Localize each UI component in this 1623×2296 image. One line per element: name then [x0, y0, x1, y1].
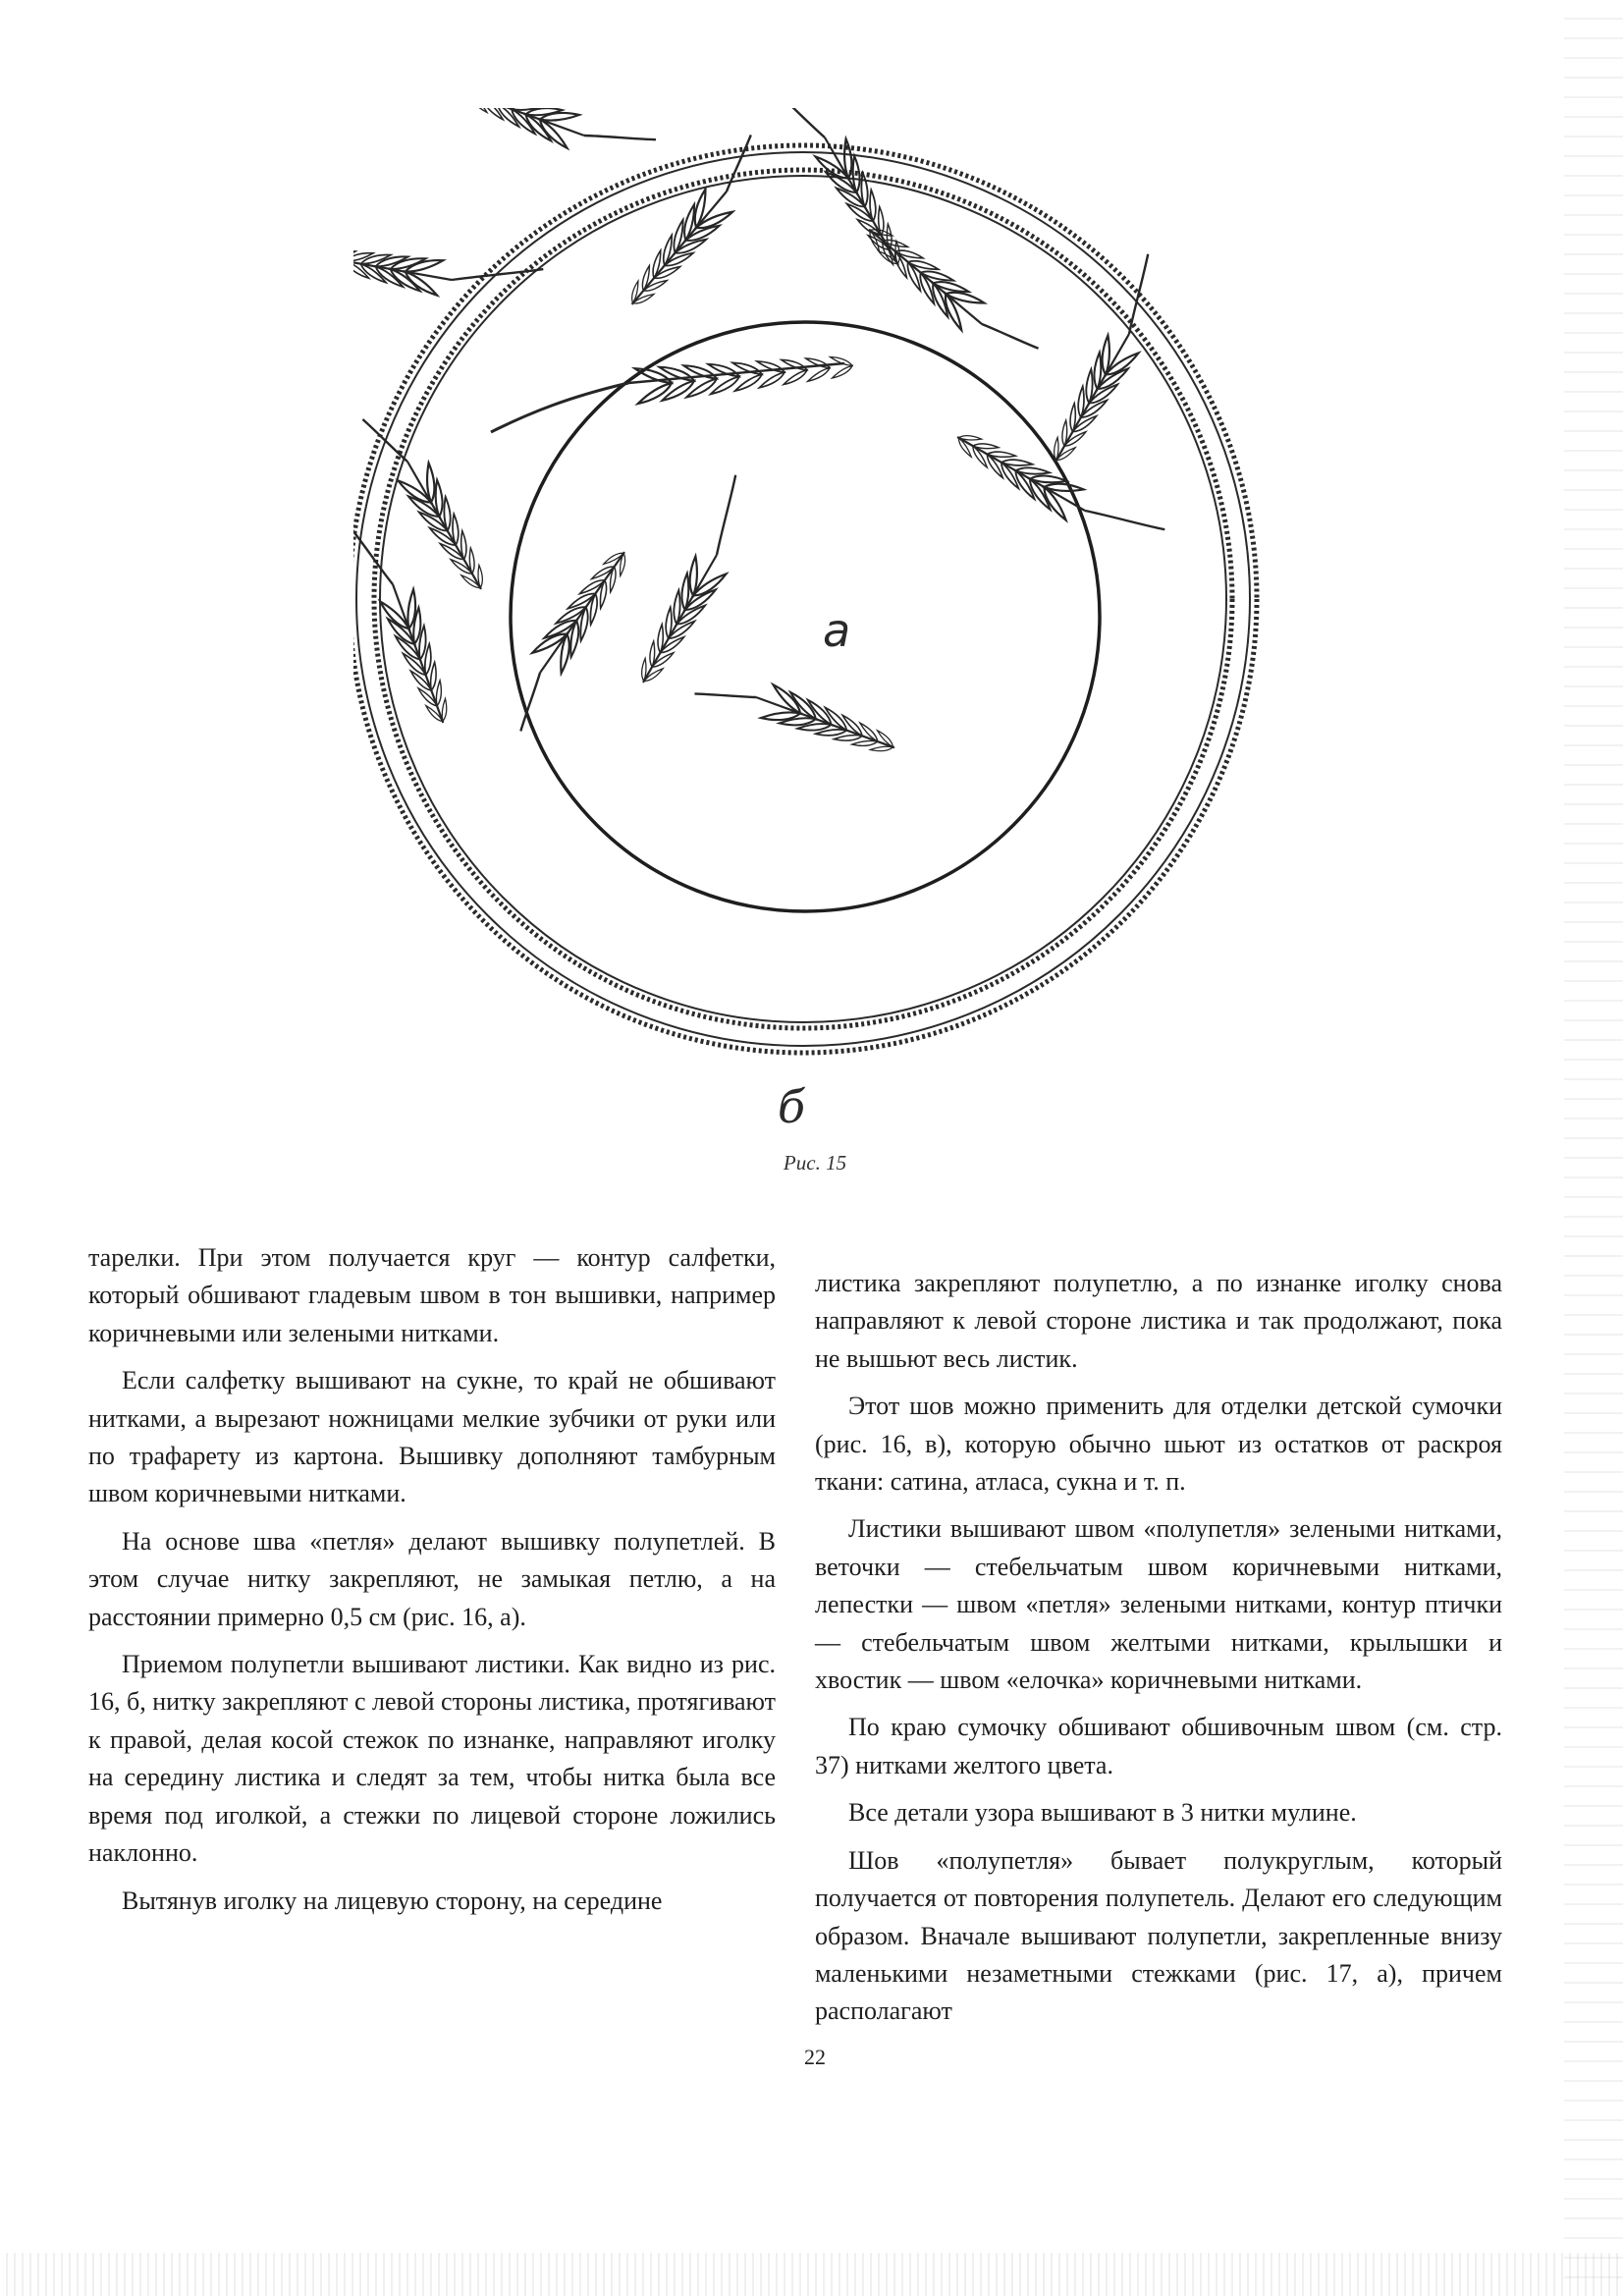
wheat-ear: [622, 475, 771, 691]
wheat-ear: [353, 514, 460, 730]
paragraph: Если салфетку вышивают на сукне, то край не обшивают нитками, а вырезают ножницами мелкие зубчики от руки или по трафарету из картона. Вышивку дополняют тамбурным швом коричневыми нитками.: [88, 1366, 776, 1508]
scan-bottom-noise: [0, 2253, 1623, 2296]
wheat-ear: [765, 108, 913, 277]
left-column: [88, 1239, 776, 1930]
wheat-ear: [353, 230, 543, 312]
wheat-ear: [449, 108, 656, 176]
center-wheat-ear: [491, 355, 853, 432]
paragraph: По краю сумочку обшивают обшивочным швом (см. стр. 37) нитками желтого цвета.: [815, 1713, 1502, 1779]
label-b: б: [778, 1080, 806, 1133]
wheat-ear: [858, 216, 1039, 376]
scan-margin-noise: [1564, 0, 1623, 2296]
paragraph: тарелки. При этом получается круг — контур салфетки, который обшивают гладевым швом в тон вышивки, например коричневыми или зелеными нитками.: [88, 1243, 776, 1347]
wheat-ears: [353, 108, 1184, 764]
paragraph: Шов «полупетля» бывает полукруглым, который получается от повторения полупетель. Делают его следующим образом. Вначале вышивают полупетли, закрепленные внизу маленькими незаметными стежками (рис. 17, а), причем располагают: [815, 1845, 1502, 2026]
figure-caption: Рис. 15: [783, 1151, 847, 1175]
paragraph: Приемом полупетли вышивают листики. Как видно из рис. 16, б, нитку закрепляют с левой стороны листика, протягивают к правой, делая косой стежок по изнанке, направляют иголку на середину листика и следят за тем, чтобы нитка была все время под иголкой, а стежки по лицевой стороне ложились наклонно.: [88, 1650, 776, 1868]
label-a: а: [823, 604, 851, 657]
paragraph: Все детали узора вышивают в 3 нитки мулине.: [848, 1798, 1357, 1828]
paragraph: Этот шов можно применить для отделки детской сумочки (рис. 16, в), которую обычно шьют из остатков от раскроя ткани: сатина, атласа, сукна и т. п.: [815, 1392, 1502, 1497]
wheat-ear: [1035, 254, 1183, 470]
wheat-ear: [619, 135, 779, 315]
right-column: [815, 1265, 1502, 2041]
paragraph: Листики вышивают швом «полупетля» зелеными нитками, веточки — стебельчатым швом коричневыми нитками, лепестки — швом «петля» зелеными нитками, контур птички — стебельчатым швом желтыми нитками, крылышки и хвостик — швом «елочка» коричневыми нитками.: [815, 1514, 1502, 1695]
wheat-ear: [694, 661, 900, 765]
inner-circle: [511, 322, 1100, 911]
embroidery-figure: [353, 108, 1296, 1133]
middle-ring: [374, 170, 1232, 1028]
page-number: 22: [804, 2045, 826, 2069]
paragraph: листика закрепляют полупетлю, а по изнанке иголку снова направляют к левой стороне листика и так продолжают, пока не вышьют весь листик.: [815, 1269, 1502, 1373]
paragraph: На основе шва «петля» делают вышивку полупетлей. В этом случае нитку закрепляют, не замыкая петлю, а на расстоянии примерно 0,5 см (рис. 16, а).: [88, 1526, 776, 1631]
paragraph: Вытянув иголку на лицевую сторону, на середине: [122, 1886, 663, 1915]
